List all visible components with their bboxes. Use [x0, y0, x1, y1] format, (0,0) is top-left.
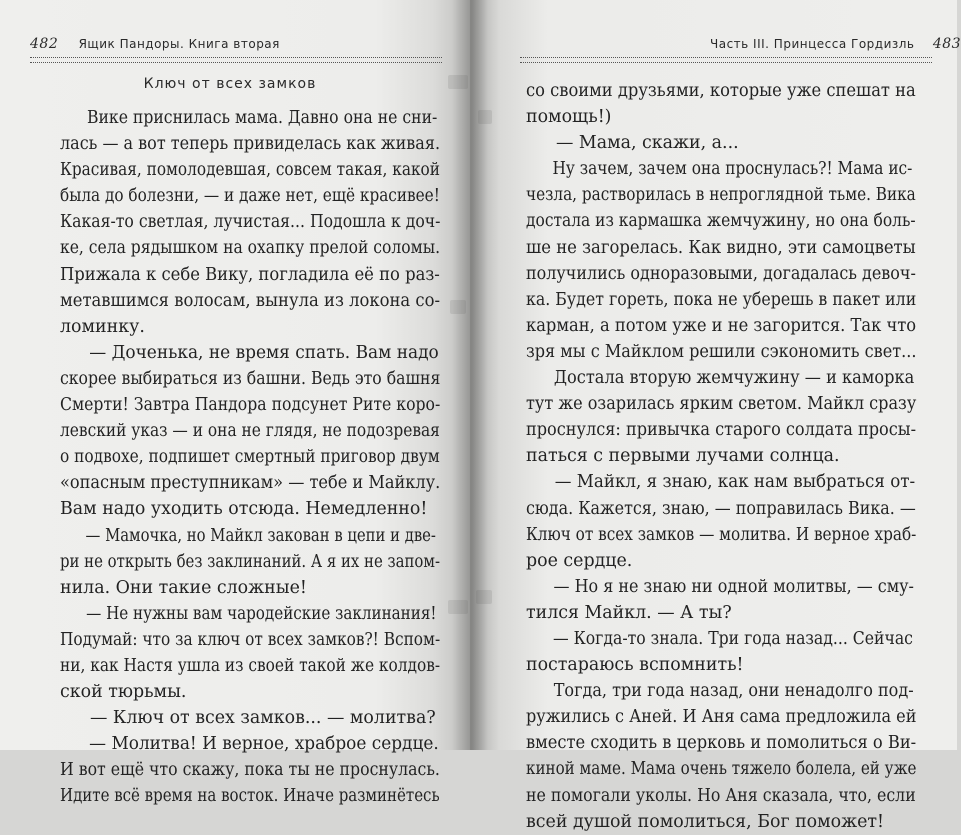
text-line: киной маме. Мама очень тяжело болела, ей уже [526, 759, 917, 780]
text-line: Достала вторую жемчужину — и каморка [553, 368, 915, 389]
text-line: ка. Будет гореть, пока не уберешь в пакет или [526, 289, 917, 310]
text-line: — Не нужны вам чародейские заклинания! [86, 603, 437, 624]
text-line: рое сердце. [526, 550, 633, 571]
left-body-text [60, 105, 440, 810]
text-line: Тогда, три года назад, они ненадолго под- [553, 681, 914, 702]
bleed-through-mark [478, 110, 492, 124]
text-line: ломинку. [60, 316, 145, 337]
text-line: Смерти! Завтра Пандора подсунет Рите коро- [60, 395, 441, 416]
right-body-text [526, 78, 916, 835]
text-line: Вике приснилась мама. Давно она не сни- [86, 108, 438, 128]
text-line: — Майкл, я знаю, как нам выбраться от- [554, 472, 916, 493]
text-line: проснулся: привычка старого солдата просы- [526, 420, 917, 441]
text-line: левский указ — и она не глядя, не подозревая [60, 421, 440, 442]
text-line: — Когда-то знала. Три года назад... Сейчас [553, 628, 913, 649]
right-running-head [710, 36, 961, 52]
text-line: метавшимся волосам, вынула из локона со- [60, 290, 441, 311]
text-line: достала из кармашка жемчужину, но она боль- [526, 211, 916, 232]
bleed-through-mark [448, 600, 468, 614]
text-line: со своими друзьями, которые уже спешат на [526, 81, 916, 101]
right-page [470, 0, 961, 832]
text-line: Идите всё время на восток. Иначе разминётесь [60, 786, 440, 807]
text-line: сюда. Кажется, знаю, — поправилась Вика. — [526, 498, 916, 519]
text-line: ке, села рядышком на охапку прелой соломы. [60, 238, 441, 259]
text-line: — Ключ от всех замков... — молитва? [90, 708, 436, 729]
text-line: скорее выбираться из башни. Ведь это башня [60, 368, 441, 389]
text-line: — Молитва! И верное, храброе сердце. [89, 734, 439, 755]
text-line: была до болезни, — и даже нет, ещё красивее! [60, 186, 440, 207]
text-line: ружились с Аней. И Аня сама предложила ей [526, 707, 917, 728]
text-line: Вам надо уходить отсюда. Немедленно! [60, 499, 428, 520]
bleed-through-mark [448, 75, 468, 89]
text-line: постараюсь вспомнить! [526, 655, 744, 676]
chapter-title: Ключ от всех замков [143, 76, 317, 92]
text-line: Ну зачем, зачем она проснулась?! Мама ис- [552, 159, 913, 180]
text-line: — Но я не знаю ни одной молитвы, — сму- [553, 576, 914, 597]
left-header-rule [30, 57, 442, 63]
text-line: Ключ от всех замков — молитва. И верное храб- [526, 524, 917, 545]
text-line: ской тюрьмы. [60, 682, 187, 703]
text-line: ри не открыть без заклинаний. А я их не запом- [60, 551, 440, 572]
text-line: всей душой помолиться, Бог поможет! [526, 811, 885, 832]
text-line: ни, как Настя ушла из своей такой же колдов- [60, 655, 441, 676]
text-line: — Мамочка, но Майкл закован в цепи и две- [85, 525, 436, 546]
right-header-rule [520, 57, 932, 63]
text-line: «опасным преступникам» — тебе и Майклу. [60, 473, 441, 494]
left-running-head [30, 36, 280, 52]
text-line: получились одноразовыми, догадалась девоч- [526, 263, 916, 284]
text-line: тился Майкл. — А ты? [526, 602, 732, 623]
text-line: Прижала к себе Вику, погладила её по раз- [60, 264, 440, 285]
text-line: паться с первыми лучами солнца. [526, 446, 840, 467]
text-line: о подвохе, подпишет смертный приговор двум [60, 447, 440, 468]
text-line: Какая-то светлая, лучистая... Подошла к доч- [60, 212, 441, 233]
right-page-number: 483 [932, 36, 961, 52]
text-line: И вот ещё что скажу, пока ты не проснулась. [60, 760, 440, 781]
text-line: — Доченька, не время спать. Вам надо [89, 342, 439, 363]
text-line: помощь!) [526, 107, 612, 128]
text-line: вместе сходить в церковь и помолиться о Ви- [526, 733, 917, 754]
text-line: карман, а потом уже и не загорится. Так что [526, 315, 917, 336]
bleed-through-mark [450, 300, 466, 314]
text-line: зря мы с Майклом решили сэкономить свет... [526, 341, 917, 362]
text-line: не помогали уколы. Но Аня сказала, что, если [526, 785, 916, 806]
bleed-through-mark [476, 590, 492, 604]
text-line: чезла, растворилась в непроглядной тьме. Вика [526, 185, 916, 206]
left-page-number: 482 [30, 36, 59, 52]
text-line: тут же озарилась ярким светом. Майкл сразу [526, 394, 917, 415]
text-line: Красивая, помолодевшая, совсем такая, какой [60, 160, 440, 181]
left-running-head-title: Ящик Пандоры. Книга вторая [78, 37, 280, 51]
text-line: ше не загорелась. Как видно, эти самоцветы [526, 237, 916, 258]
text-line: — Мама, скажи, а... [556, 133, 739, 154]
text-line: нила. Они такие сложные! [60, 577, 307, 598]
text-line: лась — а вот теперь привиделась как живая. [60, 134, 441, 155]
right-running-head-title: Часть III. Принцесса Гордизль [710, 37, 915, 51]
left-page [0, 0, 470, 807]
text-line: Подумай: что за ключ от всех замков?! Вспом- [60, 629, 441, 650]
